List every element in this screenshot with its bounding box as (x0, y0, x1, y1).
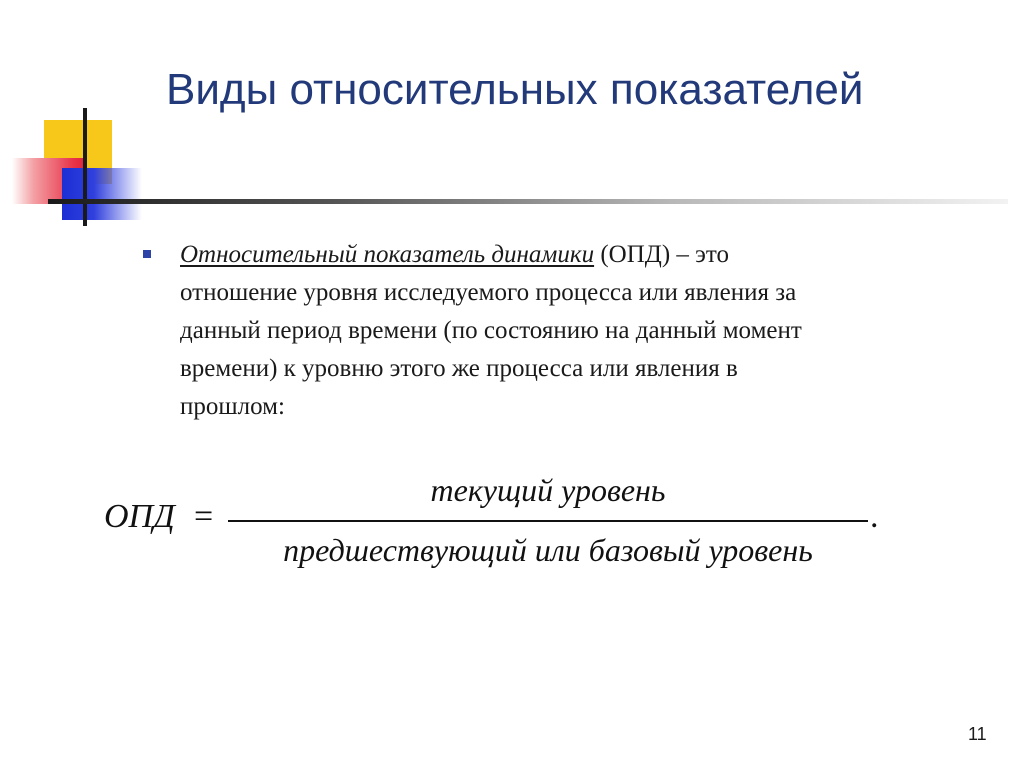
definition-abbr: (ОПД) – это (594, 241, 729, 268)
decor-blue-square (62, 168, 142, 220)
definition-text (180, 236, 980, 426)
definition-term: Относительный показатель динамики (180, 241, 595, 268)
formula-denominator: предшествующий или базовый уровень (283, 532, 813, 568)
title-divider (48, 199, 1008, 204)
formula-lhs: ОПД (104, 498, 175, 535)
formula-end-mark: . (870, 498, 879, 535)
fraction-bar (228, 520, 868, 522)
page-number: 11 (968, 724, 987, 744)
definition-first-line (180, 236, 980, 274)
slide-title: Виды относительных показателей (166, 65, 864, 114)
formula-numerator: текущий уровень (430, 472, 666, 508)
definition-line: прошлом: (180, 393, 285, 420)
bullet-icon (143, 250, 151, 258)
definition-line: времени) к уровню этого же процесса или явления в (180, 355, 738, 382)
formula-equals: = (194, 498, 214, 535)
definition-line: отношение уровня исследуемого процесса или явления за (180, 279, 797, 306)
definition-line: данный период времени (по состоянию на данный момент (180, 317, 802, 344)
decor-vertical-line (83, 108, 87, 226)
